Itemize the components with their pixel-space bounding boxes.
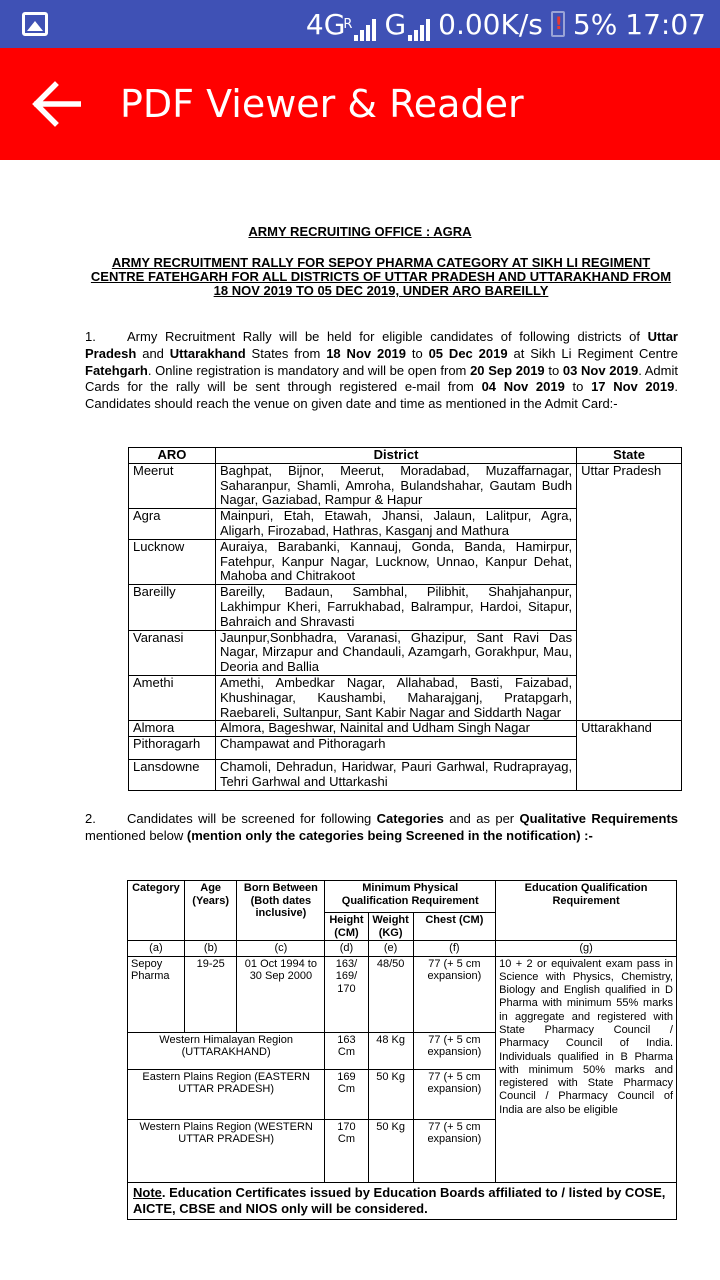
category-cell: Sepoy Pharma: [128, 956, 185, 1032]
paragraph-1: 1. Army Recruitment Rally will be held for eligible candidates of following districts of Uttar Pradesh and Uttarakhand States from 18 Nov 2019 to 05 Dec 2019 at Sikh Li Regiment Centre Fatehgarh. Online registration is mandatory and will be open from 20 Sep 2019 to 03 Nov 2019. Admit Cards for the rally will be sent through registered e-mail from 04 Nov 2019 to 17 Nov 2019. Candidates should reach the venue on given date and time as mentioned in the Admit Card:-: [85, 329, 678, 412]
app-title: PDF Viewer & Reader: [120, 82, 524, 126]
aro-cell: Varanasi: [129, 630, 216, 675]
network2-type-label: G: [384, 7, 407, 41]
status-bar: [0, 0, 720, 48]
region-cell: Eastern Plains Region (EASTERN UTTAR PRADESH): [128, 1069, 325, 1119]
data-speed: 0.00K/s: [438, 7, 543, 41]
aro-cell: Meerut: [129, 463, 216, 508]
clock: 17:07: [625, 7, 706, 41]
table-row: [129, 675, 682, 720]
height-cell: 170 Cm: [325, 1119, 368, 1182]
weight-cell: 50 Kg: [368, 1119, 413, 1182]
district-table: [128, 447, 682, 791]
status-indicators: [306, 0, 706, 48]
col-letter: (f): [413, 941, 496, 957]
state-cell-empty: [577, 759, 682, 790]
app-bar: [0, 48, 720, 160]
header-chest: Chest (CM): [413, 913, 496, 941]
header-district: District: [215, 448, 576, 464]
weight-cell: 48/50: [368, 956, 413, 1032]
height-cell: 163 Cm: [325, 1032, 368, 1069]
aro-cell: Lucknow: [129, 539, 216, 584]
network-g-indicator: [384, 8, 430, 41]
paragraph-2: 2. Candidates will be screened for following Categories and as per Qualitative Requirements mentioned below (mention only the categories being Screened in the notification) :-: [85, 811, 679, 843]
state-cell-empty: [577, 509, 682, 540]
table-row: [129, 463, 682, 508]
table-header-row: [128, 881, 677, 913]
chest-cell: 77 (+ 5 cm expansion): [413, 1032, 496, 1069]
district-cell: Jaunpur,Sonbhadra, Varanasi, Ghazipur, Sant Ravi Das Nagar, Mirzapur and Chandauli, Azamgarh, Gorakhpur, Mau, Deoria and Ballia: [215, 630, 576, 675]
col-letter: (b): [184, 941, 237, 957]
aro-cell: Lansdowne: [129, 759, 216, 790]
network-type-label: 4G: [305, 7, 346, 41]
table-row: [129, 630, 682, 675]
district-cell: Mainpuri, Etah, Etawah, Jhansi, Jalaun, Lalitpur, Agra, Aligarh, Firozabad, Hathras, Kasganj and Mathura: [215, 509, 576, 540]
weight-cell: 50 Kg: [368, 1069, 413, 1119]
back-arrow-icon: [31, 81, 81, 127]
header-education: Education Qualification Requirement: [496, 881, 677, 941]
district-cell: Champawat and Pithoragarh: [215, 737, 576, 760]
aro-cell: Agra: [129, 509, 216, 540]
category-table: [127, 880, 677, 1220]
chest-cell: 77 (+ 5 cm expansion): [413, 1119, 496, 1182]
table-row: [129, 585, 682, 630]
image-notification-icon: [22, 12, 48, 36]
aro-cell: Bareilly: [129, 585, 216, 630]
header-aro: ARO: [129, 448, 216, 464]
header-age: Age (Years): [184, 881, 237, 941]
header-born-between: Born Between (Both dates inclusive): [237, 881, 325, 941]
region-cell: Western Himalayan Region (UTTARAKHAND): [128, 1032, 325, 1069]
header-state: State: [577, 448, 682, 464]
state-cell: Uttar Pradesh: [577, 463, 682, 508]
header-height: Height (CM): [325, 913, 368, 941]
col-letter: (c): [237, 941, 325, 957]
col-letter: (e): [368, 941, 413, 957]
district-cell: Chamoli, Dehradun, Haridwar, Pauri Garhwal, Rudraprayag, Tehri Garhwal and Uttarkashi: [215, 759, 576, 790]
age-cell: 19-25: [184, 956, 237, 1032]
rally-heading: ARMY RECRUITMENT RALLY FOR SEPOY PHARMA CATEGORY AT SIKH LI REGIMENT CENTRE FATEHGARH FOR ALL DISTRICTS OF UTTAR PRADESH AND UTTARAKHAND FROM 18 NOV 2019 TO 05 DEC 2019, UNDER ARO BAREILLY: [90, 255, 672, 298]
district-cell: Baghpat, Bijnor, Meerut, Moradabad, Muzaffarnagar, Saharanpur, Shamli, Amroha, Bulandshahar, Gautam Budh Nagar, Gaziabad, Rampur & Hapur: [215, 463, 576, 508]
district-cell: Almora, Bageshwar, Nainital and Udham Singh Nagar: [215, 721, 576, 737]
district-cell: Bareilly, Badaun, Sambhal, Pilibhit, Shahjahanpur, Lakhimpur Kheri, Farrukhabad, Balrampur, Hardoi, Sitapur, Bahraich and Shravasti: [215, 585, 576, 630]
back-button[interactable]: [22, 70, 90, 138]
signal-bars-2-icon: [408, 19, 430, 41]
note-text: . Education Certificates issued by Education Boards affiliated to / listed by COSE, AICTE, CBSE and NIOS only will be considered.: [133, 1184, 666, 1216]
signal-bars-icon: [354, 19, 376, 41]
note-cell: [128, 1182, 677, 1219]
table-row: [129, 539, 682, 584]
state-cell-empty: [577, 737, 682, 760]
battery-percent: 5%: [572, 7, 618, 41]
district-cell: Auraiya, Barabanki, Kannauj, Gonda, Banda, Hamirpur, Fatehpur, Kanpur Nagar, Lucknow, Unnao, Kanpur Dehat, Mahoba and Chitrakoot: [215, 539, 576, 584]
height-cell: 169 Cm: [325, 1069, 368, 1119]
aro-cell: Almora: [129, 721, 216, 737]
office-heading: ARMY RECRUITING OFFICE : AGRA: [248, 224, 472, 239]
state-cell-empty: [577, 539, 682, 584]
header-weight: Weight (KG): [368, 913, 413, 941]
battery-icon: [551, 11, 565, 37]
col-letter: (d): [325, 941, 368, 957]
chest-cell: 77 (+ 5 cm expansion): [413, 1069, 496, 1119]
height-cell: 163/ 169/ 170: [325, 956, 368, 1032]
header-category: Category: [128, 881, 185, 941]
table-row: [129, 759, 682, 790]
table-header-row: [129, 448, 682, 464]
pdf-page[interactable]: [0, 160, 720, 1280]
table-row: [129, 509, 682, 540]
state-cell-empty: [577, 675, 682, 720]
district-cell: Amethi, Ambedkar Nagar, Allahabad, Basti, Faizabad, Khushinagar, Kaushambi, Maharajganj, Pratapgarh, Raebareli, Sultanpur, Sant Kabir Nagar and Siddarth Nagar: [215, 675, 576, 720]
region-cell: Western Plains Region (WESTERN UTTAR PRADESH): [128, 1119, 325, 1182]
weight-cell: 48 Kg: [368, 1032, 413, 1069]
note-row: [128, 1182, 677, 1219]
network-4g-indicator: [306, 8, 377, 41]
chest-cell: 77 (+ 5 cm expansion): [413, 956, 496, 1032]
col-letter: (a): [128, 941, 185, 957]
state-cell-empty: [577, 585, 682, 630]
table-row: [129, 721, 682, 737]
education-cell: 10 + 2 or equivalent exam pass in Science with Physics, Chemistry, Biology and English qualified in D Pharma with minimum 55% marks in aggregate and registered with State Pharmacy Council / Pharmacy Council of India. Individuals qualified in B Pharma with minimum 50% marks and registered with State Pharmacy Council / Pharmacy Council of India are also be eligible: [496, 956, 677, 1182]
aro-cell: Pithoragarh: [129, 737, 216, 760]
state-cell-empty: [577, 630, 682, 675]
aro-cell: Amethi: [129, 675, 216, 720]
table-row: [129, 737, 682, 760]
header-physical: Minimum Physical Qualification Requirement: [325, 881, 496, 913]
note-label: Note: [133, 1184, 162, 1200]
col-letter: (g): [496, 941, 677, 957]
born-cell: 01 Oct 1994 to 30 Sep 2000: [237, 956, 325, 1032]
roaming-label: R: [343, 16, 353, 32]
table-row: [128, 956, 677, 1032]
table-letter-row: [128, 941, 677, 957]
state-cell: Uttarakhand: [577, 721, 682, 737]
